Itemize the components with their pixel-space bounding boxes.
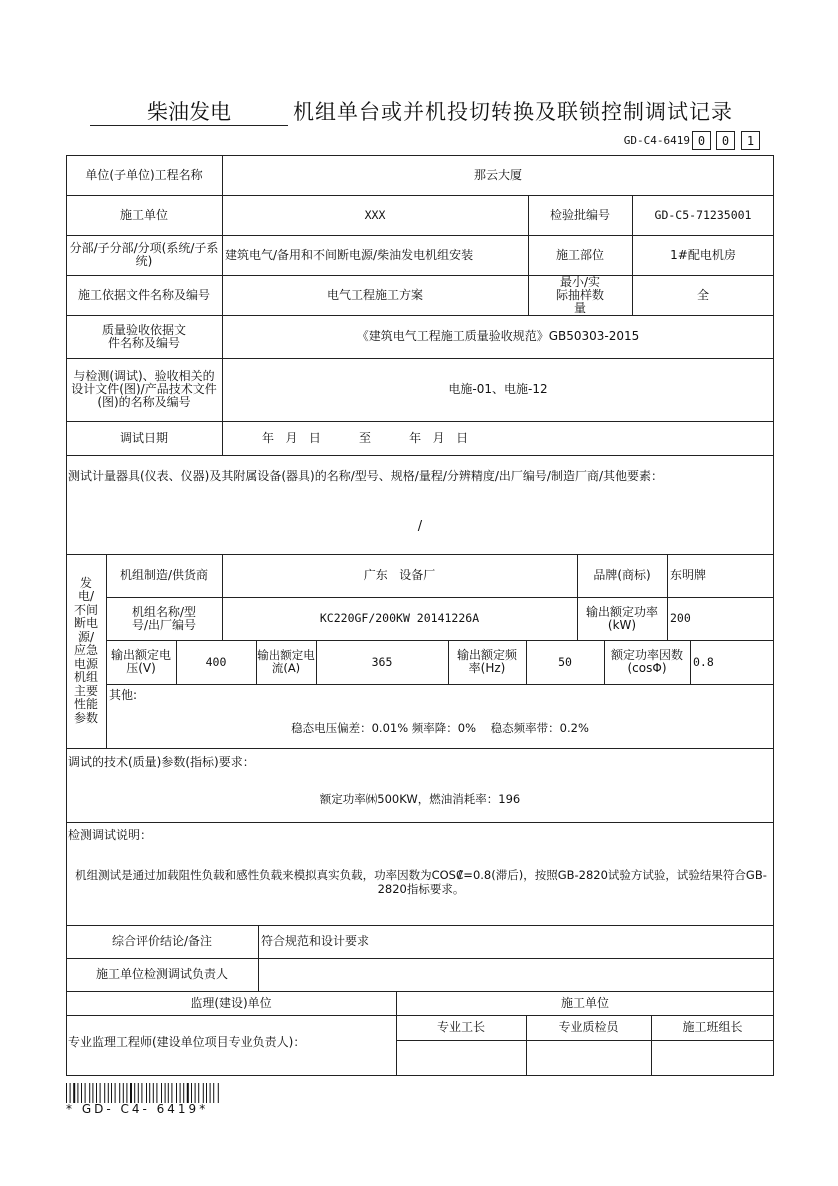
barcode-bar <box>89 1083 90 1103</box>
foreman-signature[interactable] <box>397 1041 525 1075</box>
barcode-bar <box>218 1083 219 1103</box>
instruments-label: 测试计量器具(仪表、仪器)及其附属设备(器具)的名称/型号、规格/量程/分辨精度/出厂编号/制造厂商/其他要素： <box>68 468 663 483</box>
barcode-bars <box>66 1083 222 1103</box>
team-leader-signature[interactable] <box>652 1041 773 1075</box>
barcode-bar <box>180 1083 181 1103</box>
model-value: KC220GF/200KW 20141226A <box>319 611 480 625</box>
barcode-bar <box>70 1083 71 1103</box>
manufacturer-label: 机组制造/供货商 <box>119 568 209 582</box>
rated-voltage-value: 400 <box>205 654 227 669</box>
barcode-bar <box>138 1083 139 1103</box>
barcode-bar <box>203 1083 204 1103</box>
rated-voltage-label: 输出额定电压(V) <box>110 648 171 675</box>
team-leader-label: 施工班组长 <box>682 1020 743 1034</box>
barcode-bar <box>206 1083 207 1103</box>
barcode-bar <box>171 1083 172 1103</box>
description-label: 检测调试说明： <box>68 827 153 842</box>
barcode-bar <box>213 1083 214 1103</box>
barcode-bar <box>195 1083 196 1103</box>
batch-no-value: GD-C5-71235001 <box>654 207 752 222</box>
barcode-bar <box>141 1083 142 1103</box>
contractor-value: XXX <box>364 207 386 222</box>
inspector-signature[interactable] <box>527 1041 650 1075</box>
brand-value: 东明牌 <box>670 568 707 582</box>
barcode-bar <box>115 1083 116 1103</box>
title-prefix: 柴油发电 <box>90 98 288 126</box>
requirements-label: 调试的技术(质量)参数(指标)要求： <box>68 754 255 769</box>
tester-label: 施工单位检测调试负责人 <box>95 967 228 981</box>
barcode-bar <box>165 1083 166 1103</box>
rated-freq-value: 50 <box>558 654 572 669</box>
barcode-bar <box>156 1083 157 1103</box>
location-value: 1#配电机房 <box>670 247 736 262</box>
supervision-unit-label: 监理(建设)单位 <box>190 995 272 1010</box>
barcode-bar <box>126 1083 127 1103</box>
barcode-bar <box>81 1083 82 1103</box>
barcode-bar <box>119 1083 120 1103</box>
barcode-bar <box>96 1083 97 1103</box>
rated-freq-label: 输出额定频率(Hz) <box>456 648 517 675</box>
barcode-bar <box>85 1083 86 1103</box>
barcode-bar <box>134 1083 135 1103</box>
serial-digit-1: 0 <box>692 131 711 150</box>
barcode-bar <box>149 1083 150 1103</box>
barcode-bar <box>104 1083 105 1103</box>
serial-digit-3: 1 <box>741 131 760 150</box>
construction-unit-label: 施工单位 <box>560 995 609 1010</box>
description-value: 机组测试是通过加载阻性负载和感性负载来模拟真实负载，功率因数为COS₡=0.8(滞后)，按照GB-2820试验方试验，试验结果符合GB-2820指标要求。 <box>75 868 767 896</box>
serial-digit-2: 0 <box>716 131 735 150</box>
design-docs-value: 电施-01、电施-12 <box>448 382 548 396</box>
barcode-bar <box>111 1083 112 1103</box>
power-factor-label: 额定功率因数(cosΦ) <box>610 648 683 675</box>
rated-power-label: 输出额定功率(kW) <box>585 604 658 632</box>
basis-doc-label: 施工依据文件名称及编号 <box>77 287 210 302</box>
conclusion-label: 综合评价结论/备注 <box>111 934 213 948</box>
barcode-bar <box>176 1083 177 1103</box>
barcode-text: * GD- C4- 6419* <box>66 1102 209 1116</box>
barcode-bar <box>191 1083 192 1103</box>
model-label: 机组名称/型号/出厂编号 <box>131 604 197 632</box>
barcode-bar <box>153 1083 154 1103</box>
other-value: 稳态电压偏差：0.01% 频率降：0% 稳态频率带：0.2% <box>291 720 589 735</box>
tester-value[interactable] <box>258 958 774 991</box>
batch-no-label: 检验批编号 <box>549 207 610 222</box>
power-factor-value: 0.8 <box>693 654 714 669</box>
rated-current-value: 365 <box>371 654 393 669</box>
barcode <box>66 1083 222 1103</box>
barcode-bar <box>161 1083 162 1103</box>
barcode-bar <box>130 1083 132 1103</box>
barcode-bar <box>183 1083 184 1103</box>
date-value: 年 月 日 至 年 月 日 <box>262 430 469 445</box>
division-value: 建筑电气/备用和不间断电源/柴油发电机组安装 <box>225 247 474 262</box>
form-code: GD-C4-6419 <box>623 134 690 147</box>
acceptance-label: 质量验收依据文件名称及编号 <box>102 322 187 350</box>
page-title: 机组单台或并机投切转换及联锁控制调试记录 <box>293 100 733 124</box>
project-name-value: 那云大厦 <box>473 167 522 182</box>
rated-current-label: 输出额定电流(A) <box>257 648 315 675</box>
barcode-bar <box>73 1083 75 1103</box>
requirements-value: 额定功率㉁500KW，燃油消耗率：196 <box>319 791 521 806</box>
barcode-bar <box>168 1083 169 1103</box>
manufacturer-value: 广东 设备厂 <box>363 568 436 582</box>
division-label: 分部/子分部/分项(系统/子系统) <box>69 241 219 268</box>
contractor-label: 施工单位 <box>119 207 168 222</box>
barcode-bar <box>108 1083 109 1103</box>
date-label: 调试日期 <box>119 430 168 445</box>
conclusion-value: 符合规范和设计要求 <box>261 934 370 948</box>
location-label: 施工部位 <box>555 247 604 262</box>
barcode-bar <box>210 1083 211 1103</box>
barcode-bar <box>66 1083 67 1103</box>
other-label: 其他: <box>109 687 138 702</box>
generator-section-text: 发电/不间断电源/应急电源机组主要性能参数 <box>73 575 98 725</box>
sample-label: 最小/实际抽样数量 <box>555 274 604 315</box>
rated-power-value: 200 <box>670 611 691 625</box>
barcode-bar <box>77 1083 78 1103</box>
sample-value: 全 <box>696 287 709 302</box>
barcode-bar <box>146 1083 147 1103</box>
barcode-bar <box>92 1083 93 1103</box>
engineer-label: 专业监理工程师(建设单位项目专业负责人)： <box>68 1034 306 1049</box>
brand-label: 品牌(商标) <box>593 568 651 582</box>
foreman-label: 专业工长 <box>436 1020 485 1034</box>
design-docs-label: 与检测(调试)、验收相关的设计文件(图)/产品技术文件(图)的名称及编号 <box>71 369 217 409</box>
barcode-bar <box>187 1083 189 1103</box>
barcode-bar <box>198 1083 199 1103</box>
acceptance-value: 《建筑电气工程施工质量验收规范》GB50303-2015 <box>356 329 640 343</box>
inspector-label: 专业质检员 <box>558 1020 619 1034</box>
barcode-bar <box>100 1083 101 1103</box>
project-name-label: 单位(子单位)工程名称 <box>85 167 203 182</box>
generator-section-label <box>66 554 106 748</box>
basis-doc-value: 电气工程施工方案 <box>326 287 423 302</box>
barcode-bar <box>123 1083 124 1103</box>
instruments-value: / <box>417 518 423 534</box>
